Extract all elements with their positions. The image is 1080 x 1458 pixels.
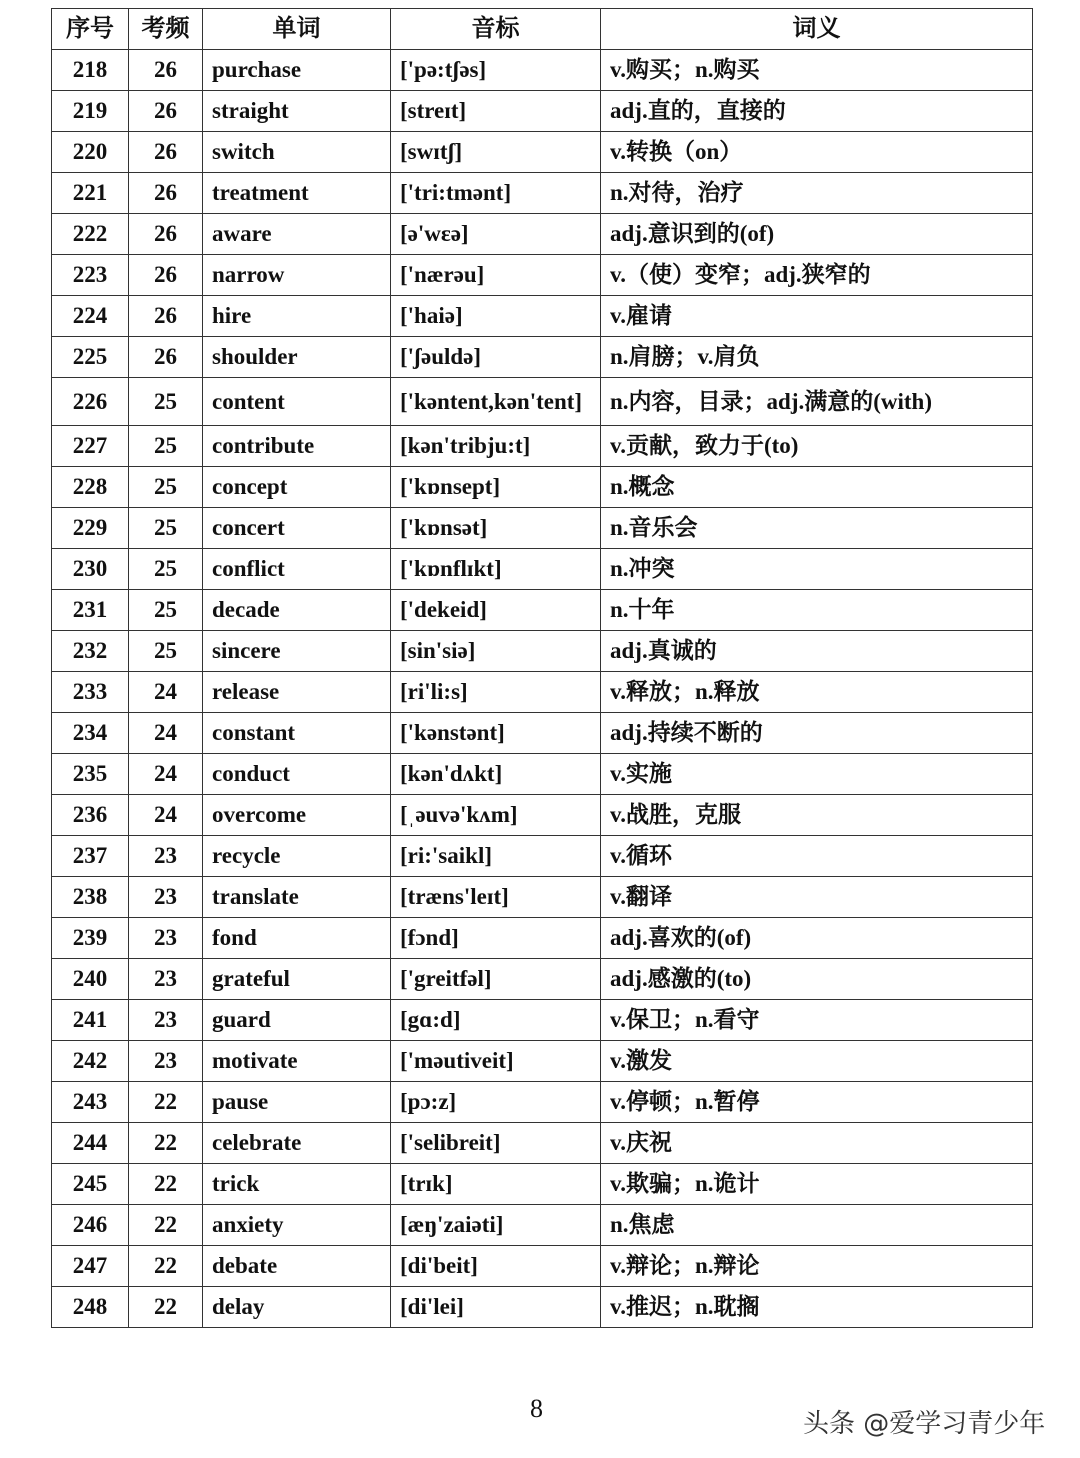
row-frequency: 26 — [129, 173, 203, 214]
row-meaning: v.购买；n.购买 — [601, 50, 1033, 91]
row-phonetic: ['kɒnflɪkt] — [391, 549, 601, 590]
row-meaning: n.对待，治疗 — [601, 173, 1033, 214]
row-frequency: 25 — [129, 378, 203, 426]
row-frequency: 23 — [129, 918, 203, 959]
row-phonetic: [ˌəuvə'kʌm] — [391, 795, 601, 836]
row-word: recycle — [203, 836, 391, 877]
row-index: 224 — [52, 296, 129, 337]
row-frequency: 25 — [129, 467, 203, 508]
table-row — [52, 132, 1033, 173]
row-phonetic: [trɪk] — [391, 1164, 601, 1205]
row-word: fond — [203, 918, 391, 959]
row-meaning: adj.持续不断的 — [601, 713, 1033, 754]
row-meaning: v.庆祝 — [601, 1123, 1033, 1164]
header-index: 序号 — [52, 9, 129, 50]
row-phonetic: ['kɒnsept] — [391, 467, 601, 508]
row-index: 232 — [52, 631, 129, 672]
row-meaning: v.翻译 — [601, 877, 1033, 918]
row-frequency: 22 — [129, 1164, 203, 1205]
row-phonetic: ['məutiveit] — [391, 1041, 601, 1082]
table-row — [52, 255, 1033, 296]
vocabulary-table — [51, 8, 1033, 1328]
row-phonetic: ['pə:tʃəs] — [391, 50, 601, 91]
row-meaning: v.战胜，克服 — [601, 795, 1033, 836]
row-meaning: adj.真诚的 — [601, 631, 1033, 672]
row-meaning: adj.喜欢的(of) — [601, 918, 1033, 959]
row-index: 237 — [52, 836, 129, 877]
row-frequency: 24 — [129, 713, 203, 754]
row-phonetic: ['kənstənt] — [391, 713, 601, 754]
row-frequency: 23 — [129, 1041, 203, 1082]
row-word: celebrate — [203, 1123, 391, 1164]
header-row — [52, 9, 1033, 50]
row-index: 242 — [52, 1041, 129, 1082]
row-frequency: 22 — [129, 1123, 203, 1164]
row-phonetic: [gɑ:d] — [391, 1000, 601, 1041]
row-frequency: 23 — [129, 959, 203, 1000]
row-word: grateful — [203, 959, 391, 1000]
row-word: overcome — [203, 795, 391, 836]
row-index: 226 — [52, 378, 129, 426]
table-row — [52, 426, 1033, 467]
table-row — [52, 754, 1033, 795]
row-frequency: 25 — [129, 508, 203, 549]
row-word: treatment — [203, 173, 391, 214]
row-index: 238 — [52, 877, 129, 918]
table-row — [52, 1082, 1033, 1123]
row-frequency: 26 — [129, 50, 203, 91]
table-row — [52, 1164, 1033, 1205]
table-row — [52, 91, 1033, 132]
table-row — [52, 877, 1033, 918]
table-row — [52, 1041, 1033, 1082]
row-meaning: adj.直的，直接的 — [601, 91, 1033, 132]
row-phonetic: [streɪt] — [391, 91, 601, 132]
row-word: concept — [203, 467, 391, 508]
row-phonetic: [ri'li:s] — [391, 672, 601, 713]
row-frequency: 23 — [129, 836, 203, 877]
row-frequency: 24 — [129, 672, 203, 713]
row-word: trick — [203, 1164, 391, 1205]
row-frequency: 23 — [129, 877, 203, 918]
row-frequency: 26 — [129, 91, 203, 132]
row-word: release — [203, 672, 391, 713]
table-row — [52, 549, 1033, 590]
table-row — [52, 959, 1033, 1000]
row-meaning: v.雇请 — [601, 296, 1033, 337]
row-index: 220 — [52, 132, 129, 173]
row-frequency: 22 — [129, 1082, 203, 1123]
row-word: translate — [203, 877, 391, 918]
row-index: 219 — [52, 91, 129, 132]
page-number: 8 — [530, 1394, 543, 1423]
row-phonetic: [kən'tribju:t] — [391, 426, 601, 467]
row-frequency: 25 — [129, 631, 203, 672]
table-row — [52, 590, 1033, 631]
header-phonetic: 音标 — [391, 9, 601, 50]
table-row — [52, 795, 1033, 836]
row-index: 229 — [52, 508, 129, 549]
row-index: 233 — [52, 672, 129, 713]
row-frequency: 26 — [129, 337, 203, 378]
row-index: 240 — [52, 959, 129, 1000]
row-word: conduct — [203, 754, 391, 795]
row-word: straight — [203, 91, 391, 132]
row-phonetic: ['kəntent,kən'tent] — [391, 378, 601, 426]
table-row — [52, 508, 1033, 549]
row-index: 218 — [52, 50, 129, 91]
row-phonetic: ['nærəu] — [391, 255, 601, 296]
row-index: 223 — [52, 255, 129, 296]
row-index: 230 — [52, 549, 129, 590]
row-frequency: 24 — [129, 795, 203, 836]
table-row — [52, 214, 1033, 255]
row-index: 234 — [52, 713, 129, 754]
row-meaning: v.实施 — [601, 754, 1033, 795]
row-word: conflict — [203, 549, 391, 590]
row-phonetic: [di'lei] — [391, 1287, 601, 1328]
row-frequency: 26 — [129, 214, 203, 255]
row-meaning: v.激发 — [601, 1041, 1033, 1082]
watermark: 头条 @爱学习青少年 — [803, 1409, 1046, 1439]
row-frequency: 25 — [129, 426, 203, 467]
row-index: 235 — [52, 754, 129, 795]
row-phonetic: ['tri:tmənt] — [391, 173, 601, 214]
row-word: switch — [203, 132, 391, 173]
row-meaning: v.（使）变窄；adj.狭窄的 — [601, 255, 1033, 296]
row-phonetic: [kən'dʌkt] — [391, 754, 601, 795]
row-word: guard — [203, 1000, 391, 1041]
table-row — [52, 713, 1033, 754]
row-meaning: v.停顿；n.暂停 — [601, 1082, 1033, 1123]
row-word: constant — [203, 713, 391, 754]
row-frequency: 24 — [129, 754, 203, 795]
row-meaning: n.焦虑 — [601, 1205, 1033, 1246]
table-row — [52, 672, 1033, 713]
row-index: 239 — [52, 918, 129, 959]
row-phonetic: ['ʃəuldə] — [391, 337, 601, 378]
row-phonetic: [di'beit] — [391, 1246, 601, 1287]
row-word: pause — [203, 1082, 391, 1123]
row-index: 244 — [52, 1123, 129, 1164]
row-word: hire — [203, 296, 391, 337]
row-word: debate — [203, 1246, 391, 1287]
row-meaning: n.肩膀；v.肩负 — [601, 337, 1033, 378]
row-word: delay — [203, 1287, 391, 1328]
row-frequency: 26 — [129, 296, 203, 337]
row-phonetic: [pɔ:z] — [391, 1082, 601, 1123]
row-phonetic: [ri:'saikl] — [391, 836, 601, 877]
row-meaning: adj.感激的(to) — [601, 959, 1033, 1000]
table-row — [52, 1000, 1033, 1041]
row-meaning: v.贡献，致力于(to) — [601, 426, 1033, 467]
row-phonetic: [sin'siə] — [391, 631, 601, 672]
row-word: motivate — [203, 1041, 391, 1082]
row-frequency: 22 — [129, 1246, 203, 1287]
row-frequency: 26 — [129, 255, 203, 296]
table-row — [52, 296, 1033, 337]
row-frequency: 22 — [129, 1287, 203, 1328]
row-meaning: v.推迟；n.耽搁 — [601, 1287, 1033, 1328]
row-meaning: n.内容，目录；adj.满意的(with) — [601, 378, 1033, 426]
row-meaning: v.辩论；n.辩论 — [601, 1246, 1033, 1287]
row-meaning: v.保卫；n.看守 — [601, 1000, 1033, 1041]
row-index: 222 — [52, 214, 129, 255]
row-index: 228 — [52, 467, 129, 508]
row-index: 247 — [52, 1246, 129, 1287]
row-index: 248 — [52, 1287, 129, 1328]
table-row — [52, 918, 1033, 959]
row-word: sincere — [203, 631, 391, 672]
row-phonetic: [ə'wɛə] — [391, 214, 601, 255]
table-row — [52, 1246, 1033, 1287]
row-meaning: v.欺骗；n.诡计 — [601, 1164, 1033, 1205]
row-meaning: n.十年 — [601, 590, 1033, 631]
row-word: narrow — [203, 255, 391, 296]
row-index: 246 — [52, 1205, 129, 1246]
header-word: 单词 — [203, 9, 391, 50]
row-index: 243 — [52, 1082, 129, 1123]
row-phonetic: [swɪtʃ] — [391, 132, 601, 173]
row-index: 221 — [52, 173, 129, 214]
row-frequency: 23 — [129, 1000, 203, 1041]
row-phonetic: [fɔnd] — [391, 918, 601, 959]
row-word: anxiety — [203, 1205, 391, 1246]
table-row — [52, 50, 1033, 91]
row-meaning: v.转换（on） — [601, 132, 1033, 173]
table-row — [52, 631, 1033, 672]
row-word: decade — [203, 590, 391, 631]
row-frequency: 26 — [129, 132, 203, 173]
table-row — [52, 836, 1033, 877]
row-meaning: adj.意识到的(of) — [601, 214, 1033, 255]
row-index: 231 — [52, 590, 129, 631]
row-meaning: v.循环 — [601, 836, 1033, 877]
row-word: concert — [203, 508, 391, 549]
header-meaning: 词义 — [601, 9, 1033, 50]
table-row — [52, 1205, 1033, 1246]
header-frequency: 考频 — [129, 9, 203, 50]
row-index: 236 — [52, 795, 129, 836]
row-phonetic: ['dekeid] — [391, 590, 601, 631]
row-index: 241 — [52, 1000, 129, 1041]
row-meaning: n.概念 — [601, 467, 1033, 508]
row-index: 225 — [52, 337, 129, 378]
row-index: 245 — [52, 1164, 129, 1205]
row-frequency: 25 — [129, 590, 203, 631]
row-phonetic: ['haiə] — [391, 296, 601, 337]
row-phonetic: [træns'leɪt] — [391, 877, 601, 918]
row-phonetic: ['selibreit] — [391, 1123, 601, 1164]
row-phonetic: ['greitfəl] — [391, 959, 601, 1000]
row-word: contribute — [203, 426, 391, 467]
row-word: content — [203, 378, 391, 426]
table-row — [52, 1287, 1033, 1328]
row-word: shoulder — [203, 337, 391, 378]
row-frequency: 22 — [129, 1205, 203, 1246]
row-word: aware — [203, 214, 391, 255]
row-index: 227 — [52, 426, 129, 467]
table-row — [52, 337, 1033, 378]
table-row — [52, 467, 1033, 508]
row-phonetic: [æŋ'zaiəti] — [391, 1205, 601, 1246]
row-meaning: v.释放；n.释放 — [601, 672, 1033, 713]
row-meaning: n.音乐会 — [601, 508, 1033, 549]
table-row — [52, 1123, 1033, 1164]
row-word: purchase — [203, 50, 391, 91]
row-meaning: n.冲突 — [601, 549, 1033, 590]
table-row — [52, 378, 1033, 426]
table-row — [52, 173, 1033, 214]
row-phonetic: ['kɒnsət] — [391, 508, 601, 549]
row-frequency: 25 — [129, 549, 203, 590]
